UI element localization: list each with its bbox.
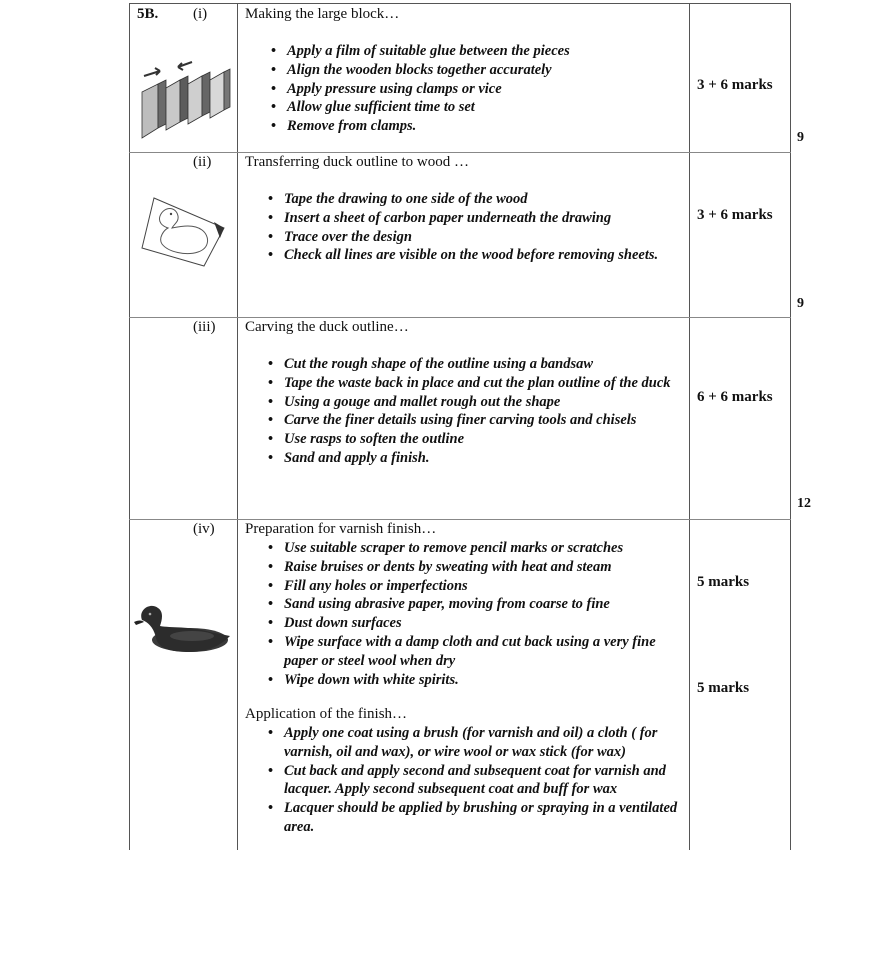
list-item: • Carve the finer details using finer carving tools and chisels bbox=[268, 411, 673, 430]
marks-i: 3 + 6 marks bbox=[697, 77, 773, 93]
part-heading-iii: Carving the duck outline… bbox=[245, 319, 409, 335]
list-item: • Fill any holes or imperfections bbox=[268, 577, 673, 596]
bullet-list-i bbox=[271, 42, 681, 136]
bullet-list-iv-application bbox=[268, 724, 683, 837]
table-border-left bbox=[129, 3, 130, 850]
list-item: • Remove from clamps. bbox=[271, 117, 681, 136]
list-item: • Check all lines are visible on the wood before removing sheets. bbox=[268, 246, 673, 265]
marks-iv-application: 5 marks bbox=[697, 680, 750, 696]
list-item: • Sand and apply a finish. bbox=[268, 449, 673, 468]
question-number: 5B. bbox=[137, 6, 159, 22]
duck-decoy-figure bbox=[130, 600, 232, 665]
list-item: • Trace over the design bbox=[268, 228, 673, 247]
table-divider-figure bbox=[237, 3, 238, 850]
part-heading-i: Making the large block… bbox=[245, 6, 400, 22]
total-i: 9 bbox=[797, 130, 804, 145]
table-divider-marks bbox=[689, 3, 690, 850]
total-ii: 9 bbox=[797, 296, 804, 311]
marks-iv-preparation: 5 marks bbox=[697, 574, 750, 590]
part-label-iii: (iii) bbox=[193, 319, 216, 335]
list-item: • Cut back and apply second and subsequent coat for varnish and lacquer. Apply second subsequent coat and buff for wax bbox=[268, 762, 683, 800]
bullet-list-iii bbox=[268, 355, 673, 468]
duck-tracing-figure bbox=[138, 192, 228, 277]
part-heading-iv: Preparation for varnish finish… bbox=[245, 521, 437, 537]
list-item: • Apply a film of suitable glue between the pieces bbox=[271, 42, 681, 61]
part-heading-iv-application: Application of the finish… bbox=[245, 706, 408, 722]
part-label-i: (i) bbox=[193, 6, 208, 22]
row-divider-3 bbox=[129, 519, 791, 520]
list-item: • Using a gouge and mallet rough out the shape bbox=[268, 393, 673, 412]
bullet-list-ii bbox=[268, 190, 673, 265]
table-border-right bbox=[790, 3, 791, 850]
list-item: • Sand using abrasive paper, moving from coarse to fine bbox=[268, 595, 673, 614]
marks-iii: 6 + 6 marks bbox=[697, 389, 773, 405]
list-item: • Allow glue sufficient time to set bbox=[271, 98, 681, 117]
list-item: • Apply one coat using a brush (for varnish and oil) a cloth ( for varnish, oil and wax), or wire wool or wax stick (for wax) bbox=[268, 724, 683, 762]
table-border-top bbox=[129, 3, 791, 4]
list-item: • Tape the drawing to one side of the wood bbox=[268, 190, 673, 209]
bullet-list-iv bbox=[268, 539, 673, 689]
marks-ii: 3 + 6 marks bbox=[697, 207, 773, 223]
row-divider-2 bbox=[129, 317, 791, 318]
list-item: • Use suitable scraper to remove pencil marks or scratches bbox=[268, 539, 673, 558]
list-item: • Insert a sheet of carbon paper underneath the drawing bbox=[268, 209, 673, 228]
wood-blocks-figure bbox=[140, 58, 232, 145]
list-item: • Apply pressure using clamps or vice bbox=[271, 80, 681, 99]
list-item: • Cut the rough shape of the outline using a bandsaw bbox=[268, 355, 673, 374]
list-item: • Raise bruises or dents by sweating with heat and steam bbox=[268, 558, 673, 577]
list-item: • Use rasps to soften the outline bbox=[268, 430, 673, 449]
list-item: • Wipe surface with a damp cloth and cut back using a very fine paper or steel wool when dry bbox=[268, 633, 673, 671]
list-item: • Align the wooden blocks together accurately bbox=[271, 61, 681, 80]
total-iii: 12 bbox=[797, 496, 811, 511]
part-label-ii: (ii) bbox=[193, 154, 212, 170]
row-divider-1 bbox=[129, 152, 791, 153]
list-item: • Dust down surfaces bbox=[268, 614, 673, 633]
part-label-iv: (iv) bbox=[193, 521, 215, 537]
list-item: • Tape the waste back in place and cut the plan outline of the duck bbox=[268, 374, 673, 393]
part-heading-ii: Transferring duck outline to wood … bbox=[245, 154, 470, 170]
list-item: • Lacquer should be applied by brushing or spraying in a ventilated area. bbox=[268, 799, 683, 837]
list-item: • Wipe down with white spirits. bbox=[268, 671, 673, 690]
